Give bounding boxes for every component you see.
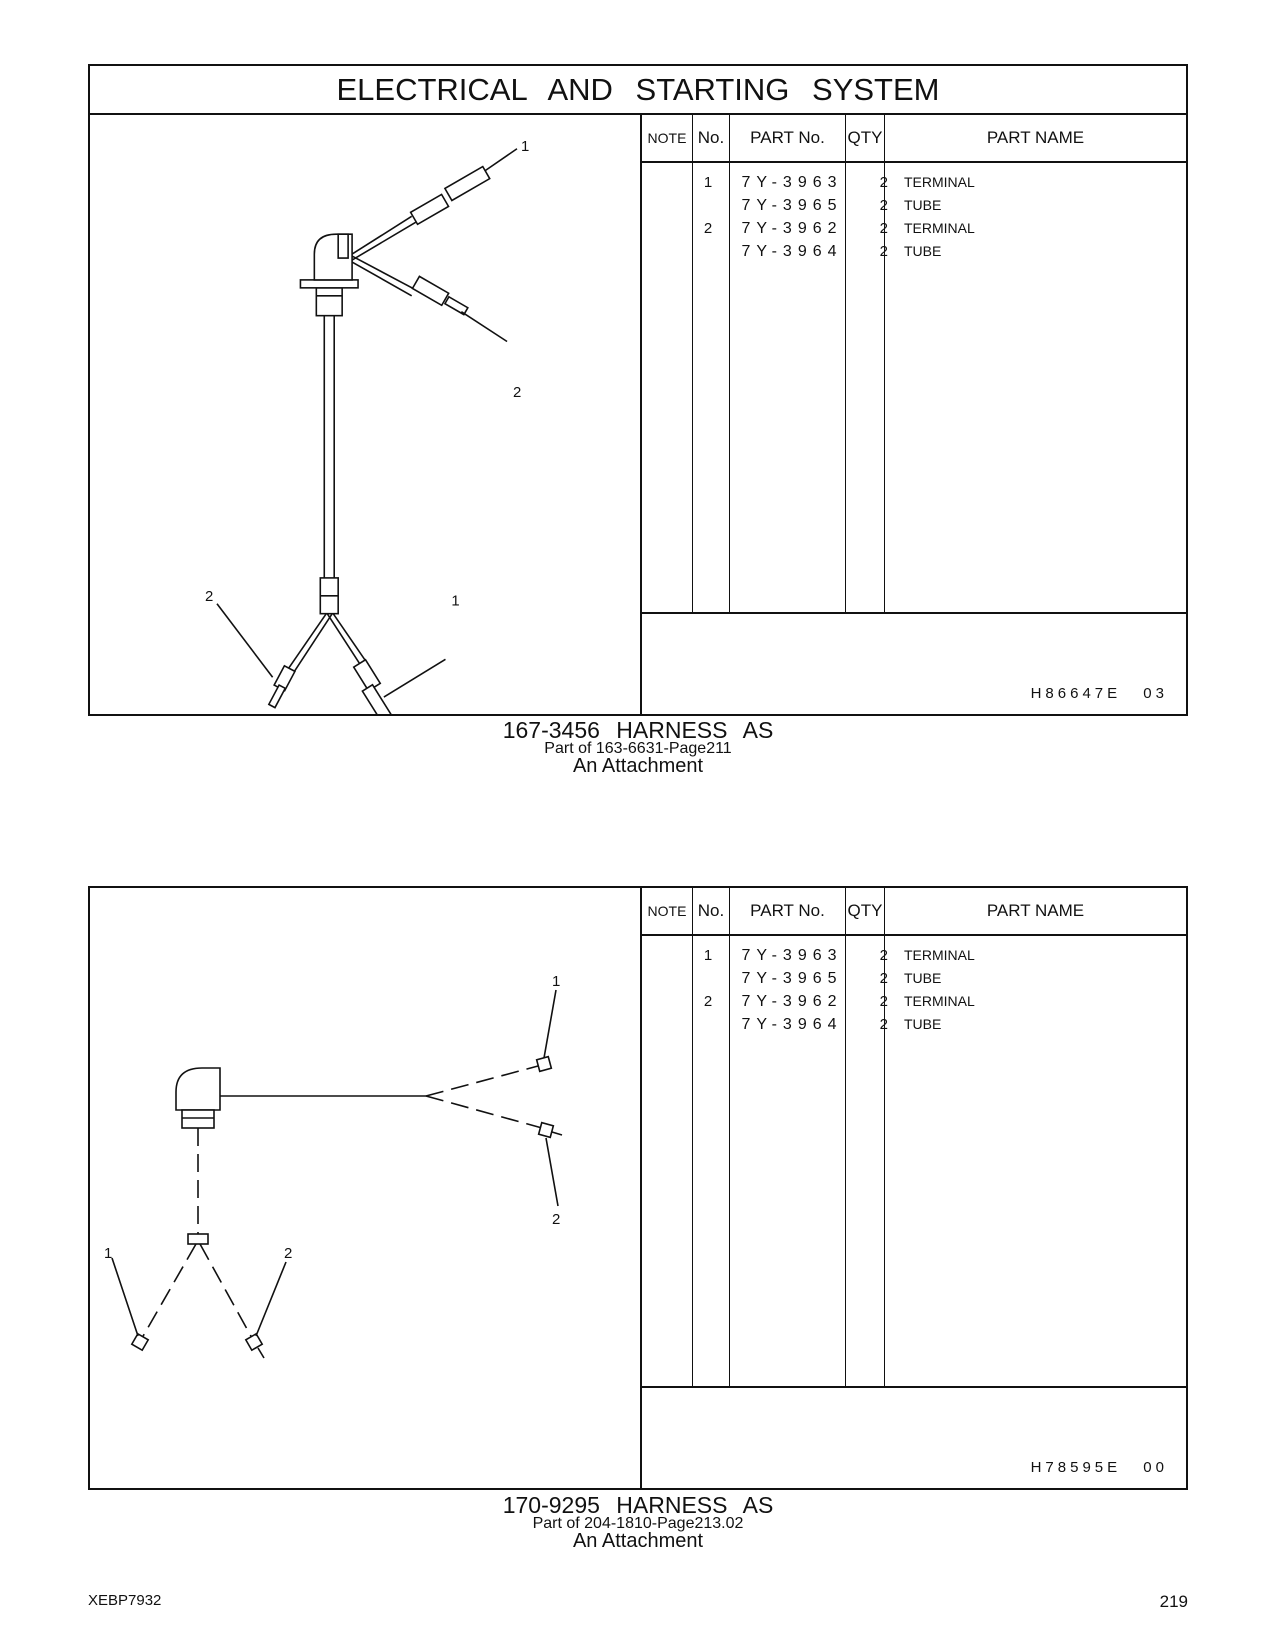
table-row: 2 7Y-3962 2 TERMINAL	[703, 220, 975, 237]
header-qty: QTY	[847, 128, 883, 147]
callout-label: 1	[104, 1245, 113, 1262]
table-row: 1 7Y-3963 2 TERMINAL	[703, 174, 975, 191]
table-row: 7Y-3965 2 TUBE	[741, 197, 942, 214]
header-part-name: PART NAME	[986, 901, 1085, 920]
table-row: 1 7Y-3963 2 TERMINAL	[703, 947, 975, 964]
caption-subtitle: Part of 204-1810-Page213.02	[532, 1515, 744, 1532]
header-part-no: PART No.	[750, 128, 825, 147]
table-rows	[642, 171, 1186, 263]
header-part-no: PART No.	[750, 901, 825, 920]
table-row: 7Y-3964 2 TUBE	[741, 1016, 942, 1033]
callout-label: 2	[552, 1211, 561, 1228]
harness-diagram-2	[90, 888, 640, 1488]
table-row: 2 7Y-3962 2 TERMINAL	[703, 993, 975, 1010]
table-header	[642, 115, 1186, 163]
table-rows	[642, 944, 1186, 1036]
table-row: 7Y-3964 2 TUBE	[741, 243, 942, 260]
table-header	[642, 888, 1186, 936]
caption-subtitle: Part of 163-6631-Page211	[544, 740, 732, 757]
parts-panel-1	[88, 64, 1188, 716]
table-body-bottom	[642, 1386, 1186, 1388]
header-qty: QTY	[847, 901, 883, 920]
caption-note: An Attachment	[572, 755, 704, 777]
caption-note: An Attachment	[572, 1530, 704, 1552]
caption-title: 167-3456 HARNESS AS	[502, 717, 774, 743]
header-note: NOTE	[647, 903, 687, 919]
page-title: ELECTRICAL AND STARTING SYSTEM	[90, 66, 1186, 115]
harness-diagram-1	[90, 115, 640, 714]
header-part-name: PART NAME	[986, 128, 1085, 147]
illustration-ref-code: H78595E 00	[1030, 1459, 1168, 1476]
harness-illustration-2	[90, 888, 640, 1488]
callout-label: 2	[205, 588, 214, 605]
caption-title: 170-9295 HARNESS AS	[502, 1492, 774, 1518]
illustration-ref-code: H86647E 03	[1030, 685, 1168, 702]
harness-caption-1	[88, 719, 1188, 775]
document-code: XEBP7932	[88, 1592, 162, 1609]
callout-label: 2	[284, 1245, 293, 1262]
callout-label: 1	[552, 973, 561, 990]
header-no: No.	[697, 901, 725, 920]
page-number: 219	[1159, 1592, 1188, 1611]
table-body-bottom	[642, 612, 1186, 614]
parts-table-1	[640, 115, 1186, 714]
harness-illustration-1	[90, 115, 640, 714]
harness-caption-2	[88, 1494, 1188, 1550]
callout-label: 1	[451, 593, 460, 610]
callout-label: 2	[513, 385, 522, 402]
parts-table-2	[640, 888, 1186, 1488]
table-row: 7Y-3965 2 TUBE	[741, 970, 942, 987]
header-note: NOTE	[647, 130, 687, 146]
parts-panel-2	[88, 886, 1188, 1490]
callout-label: 1	[520, 138, 530, 155]
header-no: No.	[697, 128, 725, 147]
